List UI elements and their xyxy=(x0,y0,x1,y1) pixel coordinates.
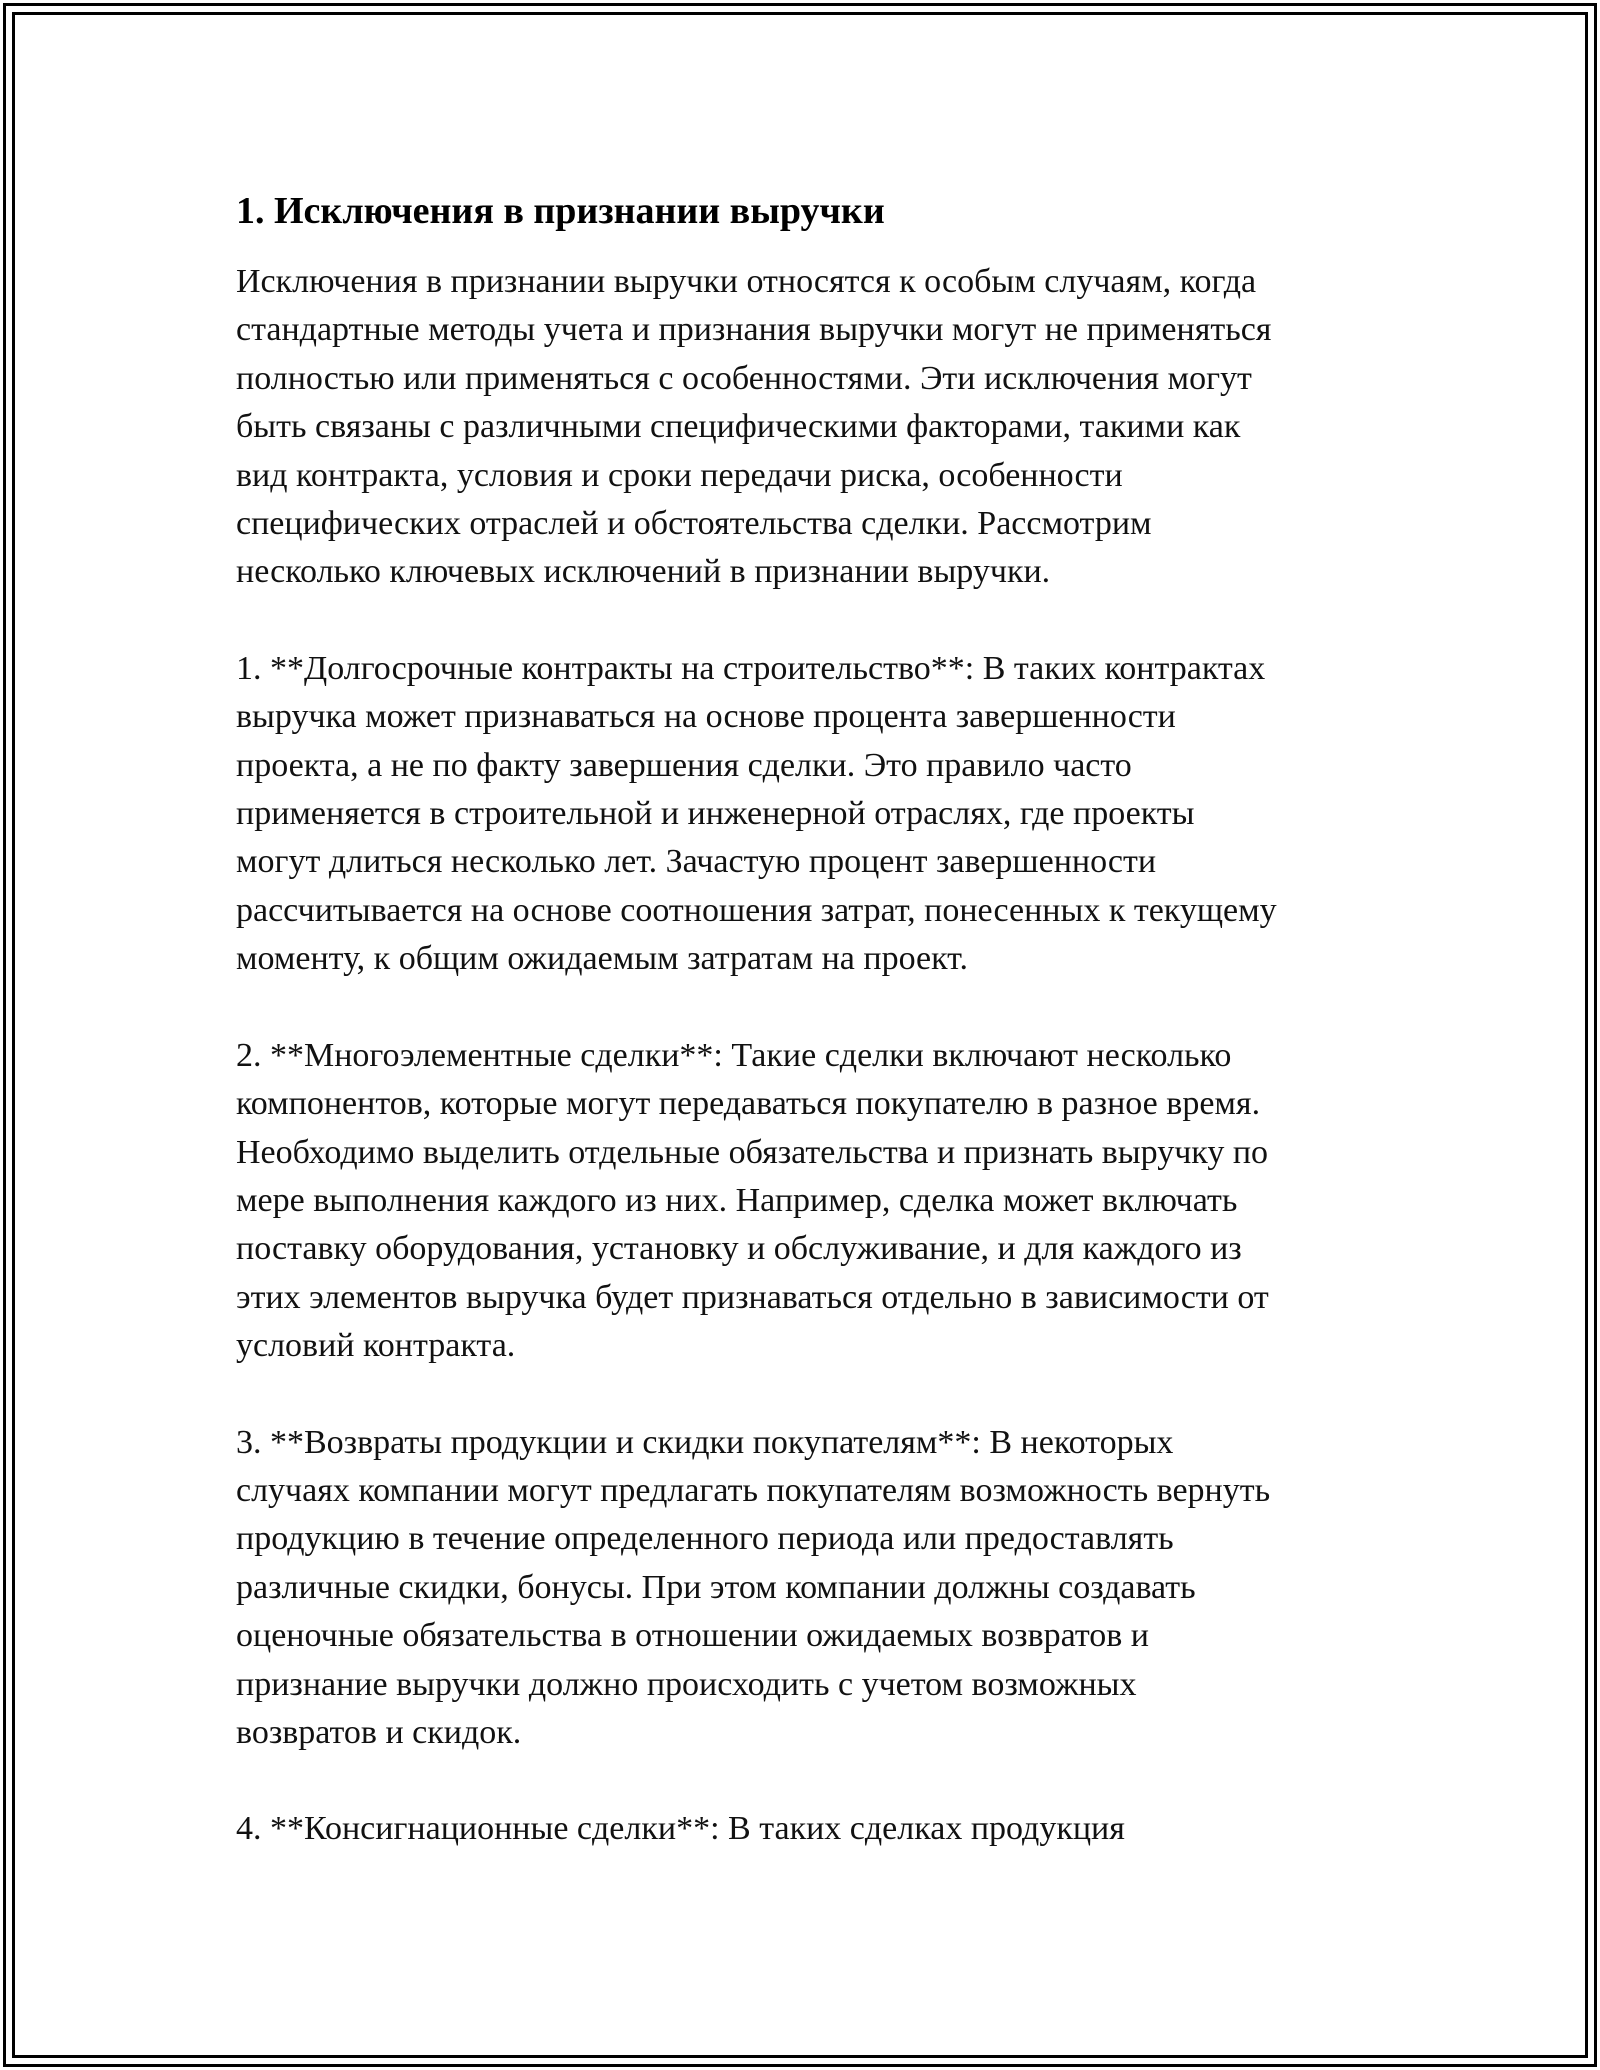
exception-item-3: 3. **Возвраты продукции и скидки покупателям**: В некоторых случаях компании могут предлагать покупателям возможность вернуть продукцию в течение определенного периода или предоставлять различные скидки, бонусы. При этом компании должны создавать оценочные обязательства в отношении ожидаемых возвратов и признание выручки должно происходить с учетом возможных возвратов и скидок. xyxy=(236,1423,1271,1751)
section-heading: 1. Исключения в признании выручки xyxy=(236,190,885,232)
document-body xyxy=(236,186,1386,1902)
exception-item-4: 4. **Консигнационные сделки**: В таких сделках продукция xyxy=(236,1810,1125,1848)
exception-item-1: 1. **Долгосрочные контракты на строительство**: В таких контрактах выручка может признаваться на основе процента завершенности проекта, а не по факту завершения сделки. Это правило часто применяется в строительной и инженерной отраслях, где проекты могут длиться несколько лет. Зачастую процент завершенности рассчитывается на основе соотношения затрат, понесенных к текущему моменту, к общим ожидаемым затратам на проект. xyxy=(236,649,1277,978)
exception-item-2: 2. **Многоэлементные сделки**: Такие сделки включают несколько компонентов, которые могут передаваться покупателю в разное время. Необходимо выделить отдельные обязательства и признать выручку по мере выполнения каждого из них. Например, сделка может включать поставку оборудования, установку и обслуживание, и для каждого из этих элементов выручка будет признаваться отдельно в зависимости от условий контракта. xyxy=(236,1036,1269,1365)
intro-paragraph: Исключения в признании выручки относятся к особым случаям, когда стандартные методы учета и признания выручки могут не применяться полностью или применяться с особенностями. Эти исключения могут быть связаны с различными специфическими факторами, такими как вид контракта, условия и сроки передачи риска, особенности специфических отраслей и обстоятельства сделки. Рассмотрим несколько ключевых исключений в признании выручки. xyxy=(236,263,1272,591)
